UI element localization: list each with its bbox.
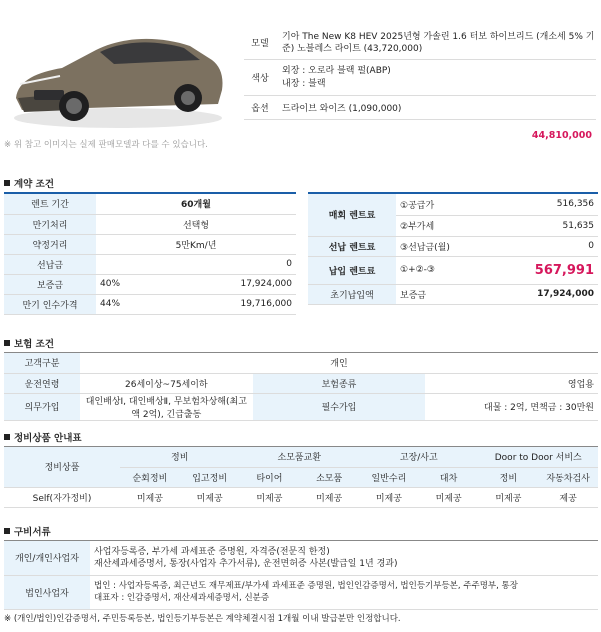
table-row: 만기처리 선택형 (4, 214, 296, 234)
color-exterior: 외장 : 오로라 블랙 펄(ABP) (282, 65, 391, 76)
table-row: 약정거리 5만Km/년 (4, 234, 296, 254)
section-maintenance-title: 정비상품 안내표 (4, 430, 82, 444)
option-label: 옵션 (251, 104, 269, 114)
table-row: 운전연령 26세이상~75세이하 보험종류 영업용 (4, 373, 598, 393)
table-row: 초기납입액 보증금 17,924,000 (308, 284, 598, 304)
rent-table (308, 192, 598, 305)
model-value: 기아 The New K8 HEV 2025년형 가솔린 1.6 터보 하이브리드 (개소세 5% 기준) 노블레스 라이트 (43,720,000) (282, 31, 595, 54)
option-value: 드라이브 와이즈 (1,090,000) (282, 104, 402, 114)
table-row: 렌트 기간 60개월 (4, 194, 296, 214)
table-row: 보증금 40% 17,924,000 (4, 274, 296, 294)
section-insurance-title: 보험 조건 (4, 336, 54, 350)
documents-table (4, 540, 598, 610)
table-row: 개인/개인사업자 사업자등록증, 부가세 과세표준 증명원, 자격증(전문직 한정) 재산세과세증명서, 통장(사업자 추가서류), 운전면허증 사본(발급일 1년 경과) (4, 541, 598, 575)
table-row: 고객구분 개인 (4, 353, 598, 373)
photo-note: ※ 위 참고 이미지는 실제 판매모델과 다를 수 있습니다. (4, 140, 208, 150)
car-photo (4, 6, 232, 134)
table-row: 법인사업자 법인 : 사업자등록증, 최근년도 재무제표/부가세 과세표준 증명원, 법인인감증명서, 법인등기부등본, 주주명부, 통장 대표자 : 인감증명서, 재산세과세증명서, 신분증 (4, 575, 598, 609)
model-price: (43,720,000) (363, 43, 423, 54)
table-row: 순회정비 입고정비 타이어 소모품 일반수리 대차 정비 자동차검사 (4, 467, 598, 487)
section-contract-title: 계약 조건 (4, 176, 54, 190)
model-label: 모델 (251, 39, 269, 49)
contract-table (4, 192, 296, 315)
table-row: 납입 렌트료 ①+②-③ 567,991 (308, 256, 598, 284)
total-price: 44,810,000 (531, 130, 592, 141)
table-row: ②부가세 51,635 (308, 215, 598, 236)
color-label: 색상 (251, 74, 269, 84)
table-row: Self(자가정비) 미제공 미제공 미제공 미제공 미제공 미제공 미제공 제공 (4, 487, 598, 507)
table-row: 선납금 0 (4, 254, 296, 274)
insurance-table (4, 352, 598, 421)
maintenance-table (4, 446, 598, 508)
table-row: 정비상품 정비 소모품교환 고장/사고 Door to Door 서비스 (4, 447, 598, 467)
section-documents-title: 구비서류 (4, 524, 51, 538)
table-row: 선납 렌트료 ③선납금(월) 0 (308, 236, 598, 256)
documents-footnote: ※ (개인/법인)인감증명서, 주민등록등본, 법인등기부등본은 계약체결시점 1개월 이내 발급분만 인정합니다. (4, 614, 401, 624)
color-interior: 내장 : 블랙 (282, 78, 326, 89)
table-row: 만기 인수가격 44% 19,716,000 (4, 294, 296, 314)
table-row: 의무가입 대인배상Ⅰ, 대인배상Ⅱ, 무보험차상해(최고액 2억), 긴급출동 필수가입 대물 : 2억, 면책금 : 30만원 (4, 393, 598, 420)
vehicle-info (244, 26, 596, 141)
table-row: 매회 렌트료 ①공급가 516,356 (308, 194, 598, 215)
